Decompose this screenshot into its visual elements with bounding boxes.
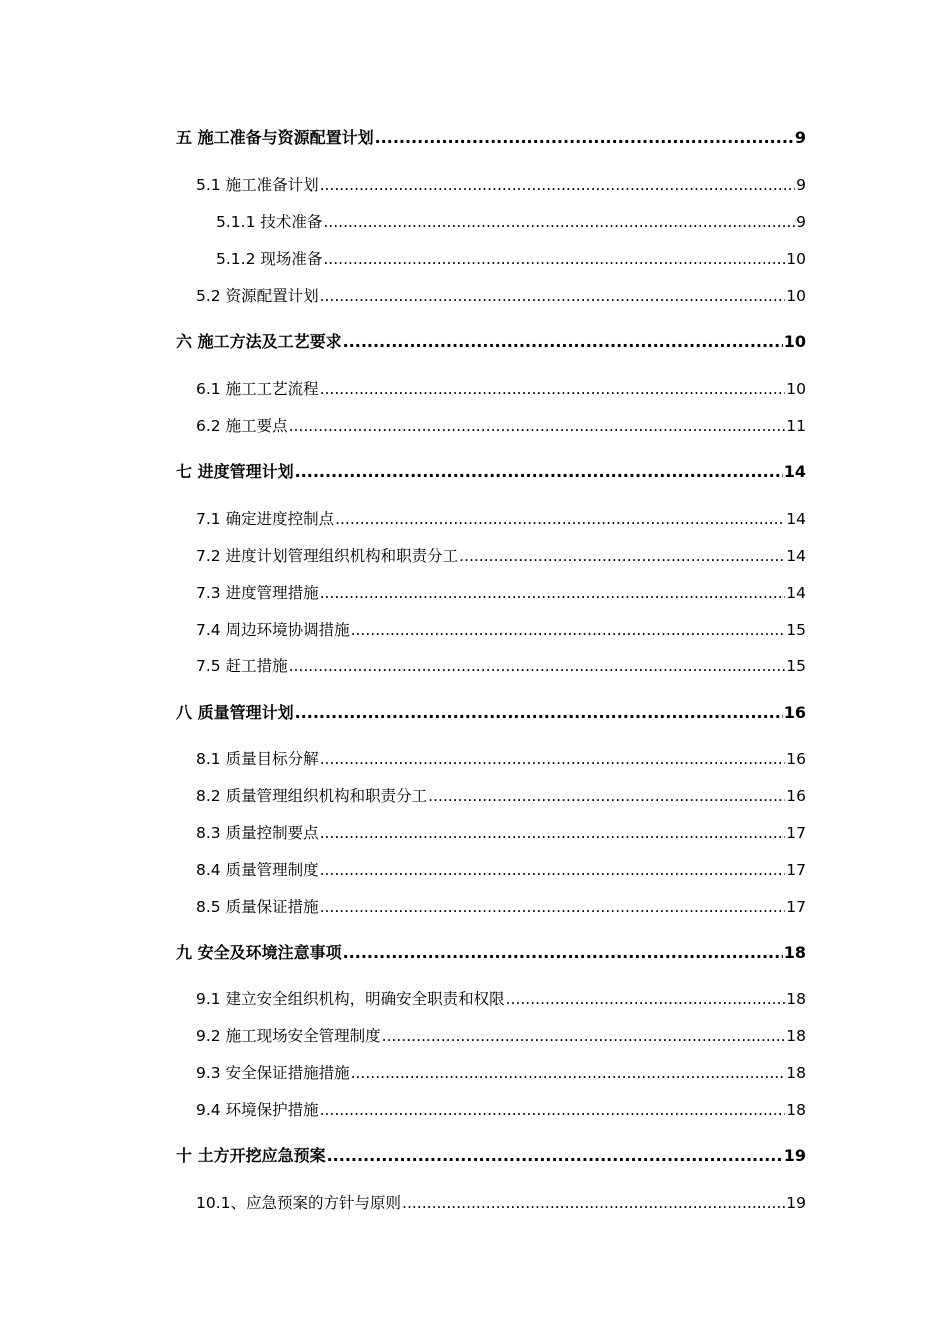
toc-dot-leader xyxy=(320,286,786,306)
toc-entry-page: 15 xyxy=(786,621,806,639)
toc-entry-title: 5.1.1 技术准备 xyxy=(216,213,323,231)
toc-entry-title: 6.1 施工工艺流程 xyxy=(196,380,319,398)
toc-entry[interactable] xyxy=(196,1100,806,1120)
toc-dot-leader xyxy=(327,1146,783,1166)
toc-entry[interactable] xyxy=(196,860,806,880)
toc-entry[interactable] xyxy=(176,332,806,352)
toc-entry-page: 10 xyxy=(786,380,806,398)
toc-dot-leader xyxy=(351,1063,786,1083)
toc-entry-title: 10.1、应急预案的方针与原则 xyxy=(196,1194,402,1212)
toc-dot-leader xyxy=(320,860,786,880)
toc-dot-leader xyxy=(351,620,786,640)
toc-entry-page: 18 xyxy=(786,1101,806,1119)
toc-entry[interactable] xyxy=(196,786,806,806)
toc-entry-title: 7.1 确定进度控制点 xyxy=(196,510,335,528)
toc-entry-title: 五 施工准备与资源配置计划 xyxy=(176,128,374,147)
toc-entry[interactable] xyxy=(196,1193,806,1213)
toc-entry[interactable] xyxy=(176,128,806,148)
toc-entry[interactable] xyxy=(176,462,806,482)
toc-entry-title: 八 质量管理计划 xyxy=(176,703,294,722)
toc-dot-leader xyxy=(402,1193,785,1213)
toc-entry[interactable] xyxy=(196,823,806,843)
toc-dot-leader xyxy=(320,897,786,917)
toc-entry-title: 9.1 建立安全组织机构，明确安全职责和权限 xyxy=(196,990,505,1008)
toc-dot-leader xyxy=(295,462,783,482)
toc-entry[interactable] xyxy=(196,897,806,917)
toc-entry-title: 9.3 安全保证措施措施 xyxy=(196,1064,350,1082)
toc-entry-page: 17 xyxy=(786,898,806,916)
toc-entry-page: 16 xyxy=(783,703,806,722)
toc-entry-page: 10 xyxy=(786,287,806,305)
toc-entry[interactable] xyxy=(196,416,806,436)
toc-entry-title: 9.4 环境保护措施 xyxy=(196,1101,319,1119)
toc-dot-leader xyxy=(320,749,786,769)
toc-entry-page: 14 xyxy=(786,584,806,602)
toc-entry-page: 16 xyxy=(786,787,806,805)
toc-entry[interactable] xyxy=(196,1063,806,1083)
toc-dot-leader xyxy=(375,128,794,148)
toc-dot-leader xyxy=(506,989,786,1009)
toc-dot-leader xyxy=(428,786,785,806)
toc-dot-leader xyxy=(382,1026,786,1046)
toc-entry-page: 10 xyxy=(786,250,806,268)
toc-entry-page: 17 xyxy=(786,861,806,879)
toc-entry-title: 5.1.2 现场准备 xyxy=(216,250,323,268)
toc-entry-title: 7.5 赶工措施 xyxy=(196,657,288,675)
toc-entry-page: 19 xyxy=(786,1194,806,1212)
toc-entry-page: 9 xyxy=(796,176,806,194)
toc-dot-leader xyxy=(320,175,796,195)
toc-entry-page: 18 xyxy=(786,990,806,1008)
toc-dot-leader xyxy=(323,249,785,269)
toc-entry[interactable] xyxy=(196,509,806,529)
toc-entry[interactable] xyxy=(196,175,806,195)
toc-entry[interactable] xyxy=(176,703,806,723)
toc-entry-page: 14 xyxy=(783,462,806,481)
toc-dot-leader xyxy=(295,703,783,723)
toc-dot-leader xyxy=(343,943,783,963)
toc-entry-page: 9 xyxy=(796,213,806,231)
toc-entry[interactable] xyxy=(196,546,806,566)
toc-entry[interactable] xyxy=(196,583,806,603)
toc-entry-page: 17 xyxy=(786,824,806,842)
toc-entry-title: 7.4 周边环境协调措施 xyxy=(196,621,350,639)
toc-entry-page: 18 xyxy=(786,1064,806,1082)
toc-entry[interactable] xyxy=(216,212,806,232)
toc-entry-page: 15 xyxy=(786,657,806,675)
toc-dot-leader xyxy=(459,546,785,566)
toc-entry[interactable] xyxy=(196,749,806,769)
toc-entry[interactable] xyxy=(216,249,806,269)
toc-entry[interactable] xyxy=(196,620,806,640)
toc-entry-page: 11 xyxy=(786,417,806,435)
toc-entry-title: 5.2 资源配置计划 xyxy=(196,287,319,305)
toc-dot-leader xyxy=(320,583,786,603)
toc-entry-page: 18 xyxy=(786,1027,806,1045)
toc-entry-title: 六 施工方法及工艺要求 xyxy=(176,332,342,351)
toc-dot-leader xyxy=(320,823,786,843)
toc-entry-page: 16 xyxy=(786,750,806,768)
toc-entry-page: 9 xyxy=(794,128,806,147)
toc-entry-page: 14 xyxy=(786,547,806,565)
toc-entry[interactable] xyxy=(196,286,806,306)
toc-entry-title: 十 土方开挖应急预案 xyxy=(176,1146,326,1165)
toc-dot-leader xyxy=(320,379,786,399)
toc-entry-page: 19 xyxy=(783,1146,806,1165)
toc-entry[interactable] xyxy=(176,1146,806,1166)
toc-dot-leader xyxy=(320,1100,786,1120)
toc-entry-title: 6.2 施工要点 xyxy=(196,417,288,435)
toc-entry-page: 18 xyxy=(783,943,806,962)
toc-entry[interactable] xyxy=(196,1026,806,1046)
toc-entry-title: 九 安全及环境注意事项 xyxy=(176,943,342,962)
toc-dot-leader xyxy=(323,212,795,232)
toc-entry-title: 七 进度管理计划 xyxy=(176,462,294,481)
toc-entry-title: 7.3 进度管理措施 xyxy=(196,584,319,602)
toc-entry-title: 8.4 质量管理制度 xyxy=(196,861,319,879)
toc-dot-leader xyxy=(335,509,785,529)
toc-entry-title: 8.3 质量控制要点 xyxy=(196,824,319,842)
toc-entry-page: 10 xyxy=(783,332,806,351)
toc-entry-page: 14 xyxy=(786,510,806,528)
toc-entry-title: 8.1 质量目标分解 xyxy=(196,750,319,768)
toc-entry[interactable] xyxy=(196,989,806,1009)
toc-entry[interactable] xyxy=(196,656,806,676)
toc-entry-title: 9.2 施工现场安全管理制度 xyxy=(196,1027,381,1045)
toc-dot-leader xyxy=(289,416,786,436)
toc-entry-title: 8.2 质量管理组织机构和职责分工 xyxy=(196,787,428,805)
toc-entry-title: 5.1 施工准备计划 xyxy=(196,176,319,194)
toc-entry[interactable] xyxy=(176,943,806,963)
toc-dot-leader xyxy=(289,656,786,676)
toc-entry[interactable] xyxy=(196,379,806,399)
toc-entry-title: 8.5 质量保证措施 xyxy=(196,898,319,916)
toc-entry-title: 7.2 进度计划管理组织机构和职责分工 xyxy=(196,547,459,565)
toc-dot-leader xyxy=(343,332,783,352)
